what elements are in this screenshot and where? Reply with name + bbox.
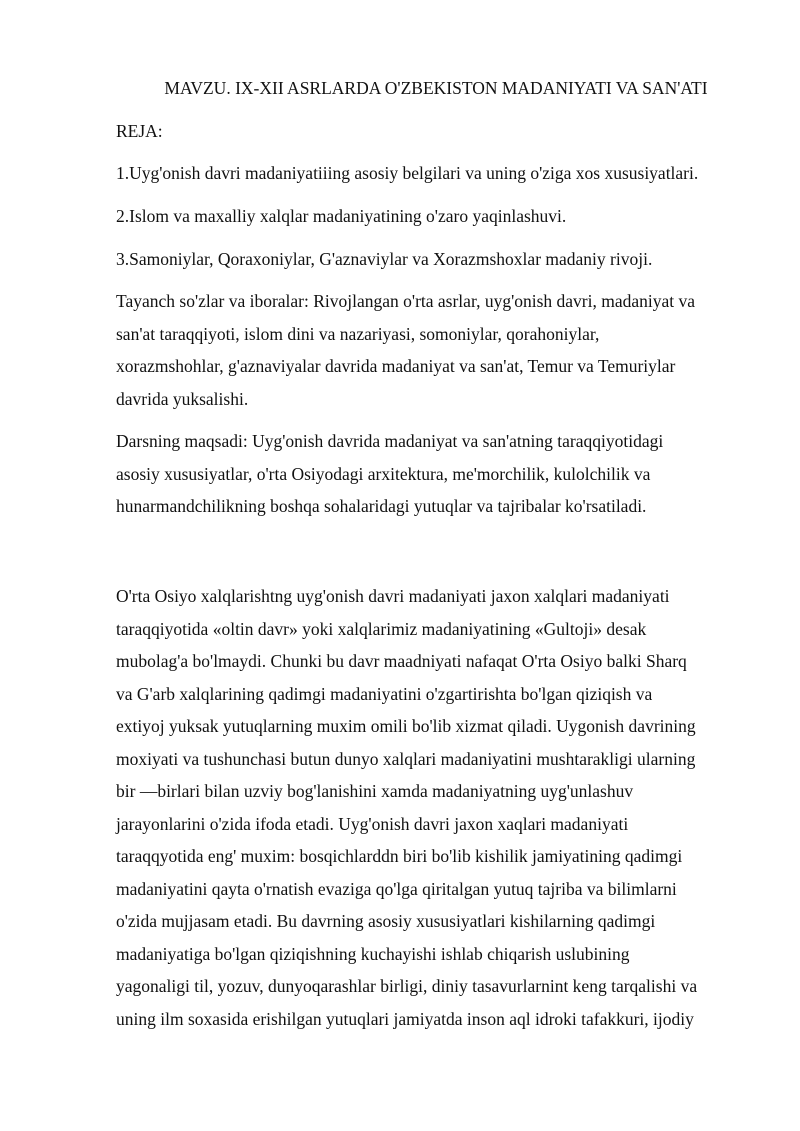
plan-item-text: 2.Islom va maxalliy xalqlar madaniyatining o'zaro yaqinlashuvi.: [116, 206, 567, 226]
body-line: O'rta Osiyo xalqlarishtng uyg'onish davri madaniyati jaxon xalqlari madaniyati: [116, 586, 670, 606]
body-line: uning ilm soxasida erishilgan yutuqlari jamiyatda inson aql idroki tafakkuri, ijodiy: [116, 1008, 694, 1029]
body-line: moxiyati va tushunchasi butun dunyo xalqlari madaniyatini mushtarakligi ularning: [116, 748, 696, 769]
keywords-paragraph: [116, 285, 756, 415]
body-line: mubolag'a bo'lmaydi. Chunki bu davr maadniyati nafaqat O'rta Osiyo balki Sharq: [116, 651, 687, 671]
body-line: taraqqyotida eng' muxim: bosqichlarddn biri bo'lib kishilik jamiyatining qadimgi: [116, 846, 683, 866]
document-title: MAVZU. IX-XII ASRLARDA O'ZBEKISTON MADANIYATI VA SAN'ATI: [164, 78, 708, 98]
plan-heading-text: REJA:: [116, 121, 163, 141]
body-line: o'zida mujjasam etadi. Bu davrning asosiy xususiyatlari kishilarning qadimgi: [116, 911, 656, 931]
keywords-line: san'at taraqqiyoti, islom dini va nazariyasi, somoniylar, qorahoniylar,: [116, 323, 600, 344]
plan-item-2: [116, 200, 756, 233]
plan-item-text: 1.Uyg'onish davri madaniyatiiing asosiy belgilari va uning o'ziga xos xususiyatlari.: [116, 163, 699, 183]
goal-line: hunarmandchilikning boshqa sohalaridagi yutuqlar va tajribalar ko'rsatiladi.: [116, 496, 647, 516]
plan-item-1: [116, 157, 756, 190]
plan-item-3: [116, 243, 756, 276]
body-line: extiyoj yuksak yutuqlarning muxim omili bo'lib xizmat qiladi. Uygonish davrining: [116, 716, 696, 736]
body-line: madaniyatiga bo'lgan qiziqishning kuchayishi ishlab chiqarish uslubining: [116, 943, 630, 964]
body-line: taraqqiyotida «oltin davr» yoki xalqlarimiz madaniyatining «Gultoji» desak: [116, 618, 647, 639]
keywords-line: Tayanch so'zlar va iboralar: Rivojlangan o'rta asrlar, uyg'onish davri, madaniyat va: [116, 291, 696, 311]
body-line: jarayonlarini o'zida ifoda etadi. Uyg'onish davri jaxon xaqlari madaniyati: [116, 813, 629, 834]
plan-heading: [116, 115, 756, 148]
goal-line: Darsning maqsadi: Uyg'onish davrida madaniyat va san'atning taraqqiyotidagi: [116, 431, 664, 451]
body-line: yagonaligi til, yozuv, dunyoqarashlar birligi, diniy tasavurlarnint keng tarqalishi va: [116, 976, 698, 996]
body-line: va G'arb xalqlarining qadimgi madaniyatini o'zgartirishta bo'lgan qiziqish va: [116, 683, 653, 704]
goal-paragraph: [116, 425, 756, 523]
keywords-line: xorazmshohlar, g'aznaviyalar davrida madaniyat va san'at, Temur va Temuriylar: [116, 356, 676, 376]
goal-line: asosiy xususiyatlar, o'rta Osiyodagi arxitektura, me'morchilik, kulolchilik va: [116, 463, 651, 484]
keywords-line: davrida yuksalishi.: [116, 388, 249, 409]
body-line: madaniyatini qayta o'rnatish evaziga qo'lga qiritalgan yutuq tajriba va bilimlarni: [116, 878, 677, 899]
body-line: bir —birlari bilan uzviy bog'lanishini xamda madaniyatning uyg'unlashuv: [116, 781, 634, 801]
plan-item-text: 3.Samoniylar, Qoraxoniylar, G'aznaviylar va Xorazmshoxlar madaniy rivoji.: [116, 249, 653, 269]
body-paragraph: [116, 580, 756, 1035]
